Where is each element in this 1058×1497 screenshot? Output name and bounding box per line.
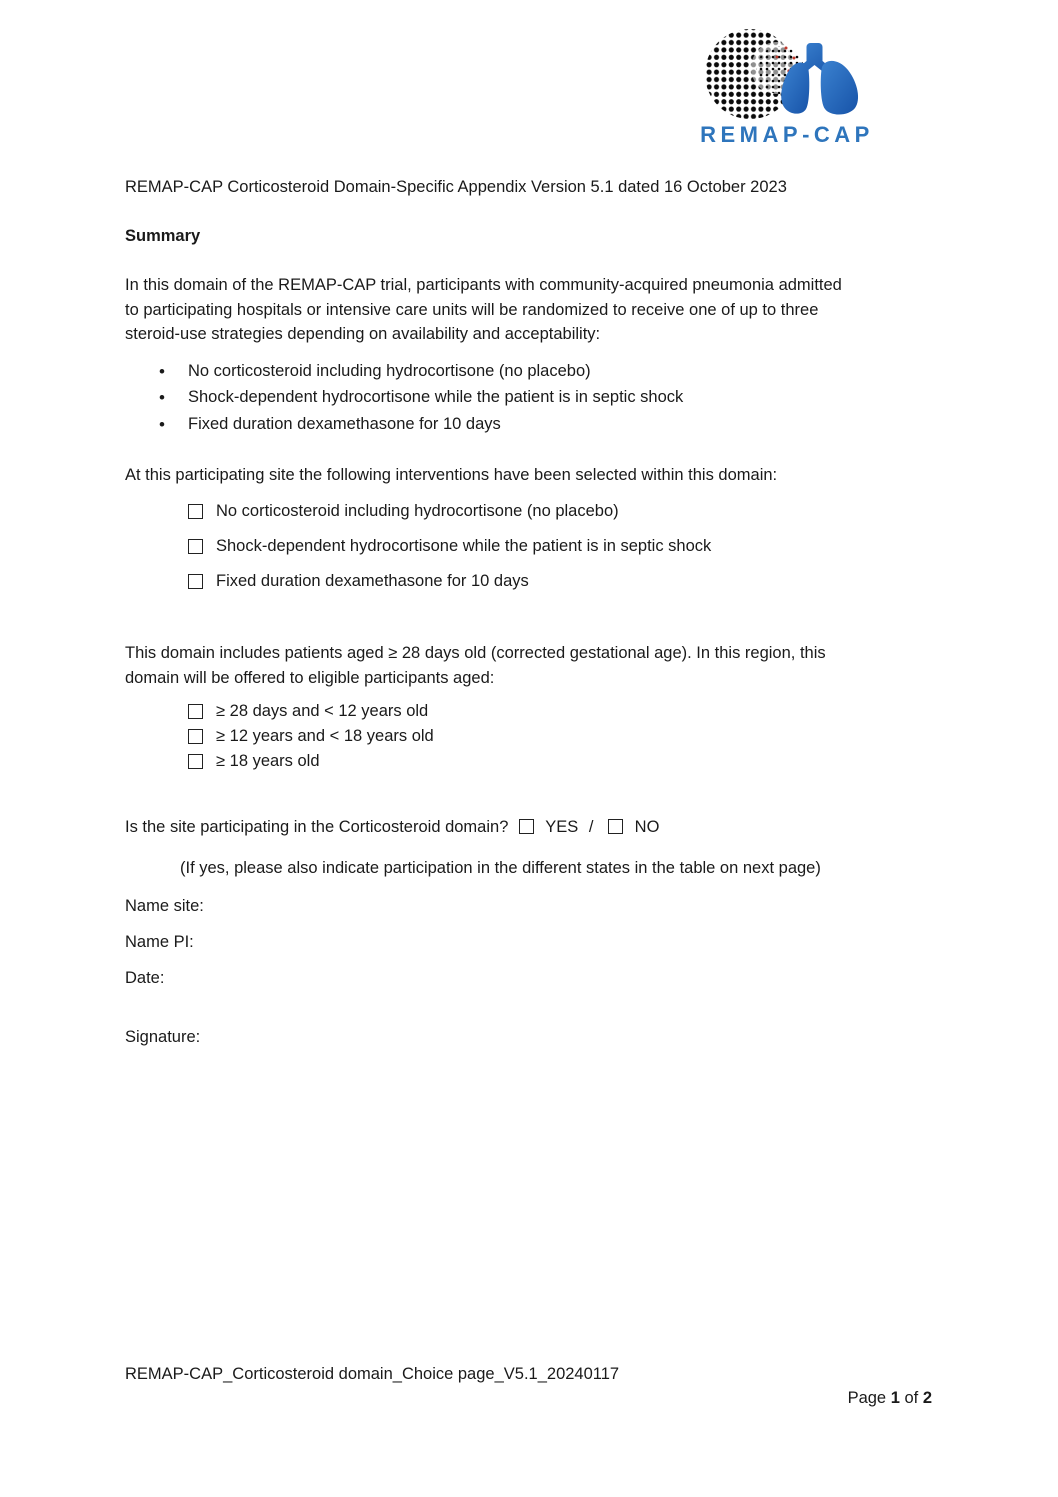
strategy-label: Shock-dependent hydrocortisone while the patient is in septic shock [188,388,684,407]
checkbox-label: ≥ 28 days and < 12 years old [216,701,429,720]
bullet-icon [159,385,188,411]
date-field-label: Date: [125,969,165,987]
paragraph-line: This domain includes patients aged ≥ 28 days old (corrected gestational age). In this region, this [125,644,826,662]
summary-heading: Summary [125,227,201,245]
checkbox-row [188,536,711,556]
list-item [159,385,683,411]
paragraph-line: steroid-use strategies depending on availability and acceptability: [125,325,601,344]
bullet-icon [159,412,188,438]
strategy-label: Fixed duration dexamethasone for 10 days [188,414,501,433]
page-word: Page [847,1389,891,1407]
signature-field-label: Signature: [125,1028,201,1046]
page-number: 1 [890,1389,900,1407]
age-eligibility-intro [125,641,826,690]
checkbox-row [188,726,434,746]
checkbox-no-corticosteroid[interactable] [188,504,203,519]
list-item [159,359,683,385]
list-item [159,412,683,438]
checkbox-age-12years-18years[interactable] [188,729,203,744]
document-title: REMAP-CAP Corticosteroid Domain-Specific Appendix Version 5.1 dated 16 October 2023 [125,178,787,196]
name-pi-field-label: Name PI: [125,933,194,951]
participation-question-row [125,818,659,837]
name-site-field-label: Name site: [125,897,204,915]
logo-graphic [698,24,876,120]
age-eligibility-options [188,701,434,776]
page-total: 2 [922,1389,932,1407]
participation-note: (If yes, please also indicate participation in the different states in the table on next page) [180,859,821,877]
summary-intro-paragraph [125,273,842,347]
checkbox-row [188,501,711,521]
checkbox-age-28days-12years[interactable] [188,704,203,719]
participation-question: Is the site participating in the Corticosteroid domain? [125,818,509,836]
checkbox-label: Shock-dependent hydrocortisone while the patient is in septic shock [216,536,712,555]
checkbox-yes[interactable] [519,819,534,834]
paragraph-line: to participating hospitals or intensive care units will be randomized to receive one of up to three [125,300,819,319]
checkbox-age-18years-plus[interactable] [188,754,203,769]
checkbox-no[interactable] [608,819,623,834]
remap-cap-logo [698,24,876,148]
checkbox-row [188,571,711,591]
bullet-icon [159,359,188,385]
strategy-bullet-list [159,359,683,438]
checkbox-fixed-duration-dexamethasone[interactable] [188,574,203,589]
no-label: NO [634,818,660,836]
strategy-label: No corticosteroid including hydrocortisone (no placebo) [188,362,591,380]
checkbox-label: No corticosteroid including hydrocortisone (no placebo) [216,501,619,520]
site-interventions-intro: At this participating site the following interventions have been selected within this domain: [125,466,778,484]
checkbox-row [188,751,434,771]
yes-label: YES [545,818,579,836]
of-word: of [899,1389,923,1407]
checkbox-label: ≥ 12 years and < 18 years old [216,726,434,745]
yes-no-separator: / [588,818,594,836]
checkbox-label: ≥ 18 years old [216,751,320,770]
checkbox-shock-dependent-hydrocortisone[interactable] [188,539,203,554]
paragraph-line: domain will be offered to eligible participants aged: [125,668,495,687]
logo-wordmark: REMAP-CAP [700,122,874,147]
checkbox-label: Fixed duration dexamethasone for 10 days [216,571,529,590]
paragraph-line: In this domain of the REMAP-CAP trial, participants with community-acquired pneumonia admitted [125,276,842,294]
footer-document-id: REMAP-CAP_Corticosteroid domain_Choice page_V5.1_20240117 [125,1365,620,1383]
checkbox-row [188,701,434,721]
footer-page-indicator [125,1389,932,1408]
site-interventions-options [188,501,711,606]
